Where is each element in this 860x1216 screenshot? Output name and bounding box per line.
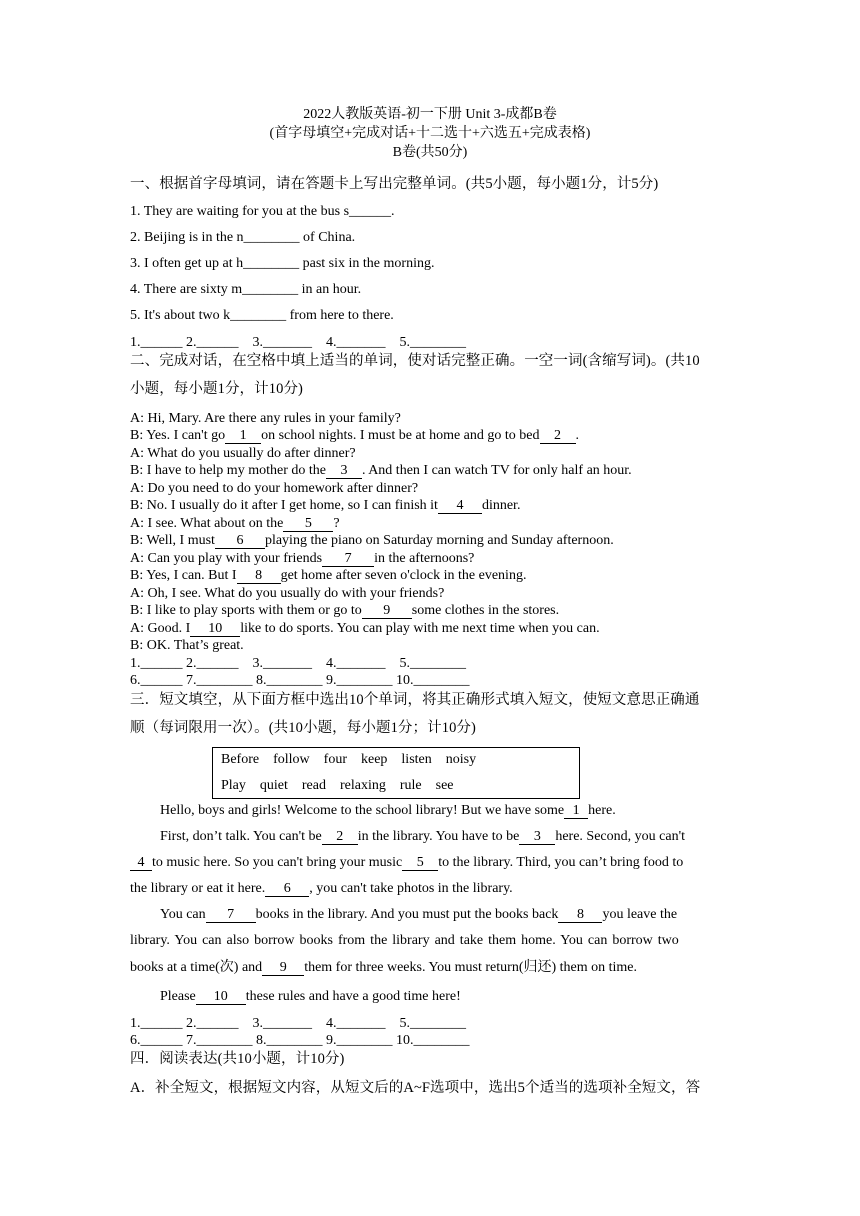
dialogue-text: . xyxy=(575,428,580,443)
passage-text: here. Second, you can't xyxy=(555,829,685,844)
passage-line xyxy=(160,906,677,924)
s3-answer-line-2: 6.______ 7.________ 8.________ 9.________ 10.________ xyxy=(130,1033,470,1048)
s1-item-5: 5. It's about two k________ from here to there. xyxy=(130,308,394,323)
s1-item-2: 2. Beijing is in the n________ of China. xyxy=(130,230,356,245)
s1-answer-line: 1.______ 2.______ 3._______ 4._______ 5.________ xyxy=(130,335,466,350)
blank: 1 xyxy=(225,428,261,444)
dialogue-line xyxy=(130,602,559,620)
section1-heading: 一、根据首字母填词，请在答题卡上写出完整单词。(共5小题，每小题1分，计5分) xyxy=(130,176,659,192)
s1-item-4: 4. There are sixty m________ in an hour. xyxy=(130,282,362,297)
dialogue-line xyxy=(130,620,600,638)
word-option: see xyxy=(435,778,454,793)
passage-line xyxy=(130,959,637,977)
passage-line xyxy=(130,880,513,898)
dialogue-text: . And then I can watch TV for only half an hour. xyxy=(361,463,632,478)
dialogue-text: A: Do you need to do your homework after dinner? xyxy=(130,481,419,496)
section2-heading-line1: 二、完成对话，在空格中填上适当的单词，使对话完整正确。一空一词(含缩写词)。(共10 xyxy=(130,353,700,369)
passage-text: in the library. You have to be xyxy=(357,829,520,844)
passage-text: Please xyxy=(160,989,196,1004)
dialogue-line xyxy=(130,567,526,585)
passage-text: here. xyxy=(588,803,616,818)
blank: 2 xyxy=(540,428,576,444)
blank: 3 xyxy=(519,829,555,845)
dialogue-line xyxy=(130,480,418,498)
passage-line xyxy=(130,854,683,872)
dialogue-line xyxy=(130,532,614,550)
word-option: noisy xyxy=(445,752,477,767)
s2-answer-line-2: 6.______ 7.________ 8.________ 9.________ 10.________ xyxy=(130,673,470,688)
word-box xyxy=(212,747,580,799)
word-option: read xyxy=(301,778,326,793)
dialogue-text: B: OK. That’s great. xyxy=(130,638,244,653)
blank: 6 xyxy=(265,881,309,897)
passage-text: First, don’t talk. You can't be xyxy=(160,829,322,844)
dialogue-text: A: Oh, I see. What do you usually do with your friends? xyxy=(130,586,445,601)
word-box-row-2 xyxy=(221,777,468,795)
s1-item-3: 3. I often get up at h________ past six in the morning. xyxy=(130,256,435,271)
dialogue-text: on school nights. I must be at home and go to bed xyxy=(261,428,540,443)
dialogue-line xyxy=(130,427,579,445)
word-option: rule xyxy=(399,778,422,793)
blank: 5 xyxy=(402,855,438,871)
blank: 2 xyxy=(322,829,358,845)
dialogue-text: like to do sports. You can play with me next time when you can. xyxy=(240,621,600,636)
dialogue-text: A: Can you play with your friends xyxy=(130,551,323,566)
passage-text: books in the library. And you must put the books back xyxy=(255,907,559,922)
dialogue-line xyxy=(130,585,444,603)
dialogue-text: A: I see. What about on the xyxy=(130,516,284,531)
dialogue-text: dinner. xyxy=(481,498,521,513)
blank: 8 xyxy=(558,907,602,923)
blank: 10 xyxy=(196,989,246,1005)
dialogue-line xyxy=(130,515,340,533)
dialogue-line xyxy=(130,637,244,655)
passage-text: You can xyxy=(160,907,206,922)
s1-item-1: 1. They are waiting for you at the bus s______. xyxy=(130,204,395,219)
blank: 6 xyxy=(215,533,265,549)
dialogue-text: B: Yes, I can. But I xyxy=(130,568,237,583)
passage-text: you leave the xyxy=(602,907,678,922)
dialogue-text: in the afternoons? xyxy=(374,551,475,566)
exam-volume: B卷(共50分) xyxy=(392,145,468,160)
dialogue-text: get home after seven o'clock in the evening. xyxy=(280,568,527,583)
s3-answer-line-1: 1.______ 2.______ 3._______ 4._______ 5.________ xyxy=(130,1016,466,1031)
dialogue-text: B: No. I usually do it after I get home, so I can finish it xyxy=(130,498,438,513)
dialogue-line xyxy=(130,410,401,428)
word-option: follow xyxy=(273,752,310,767)
blank: 7 xyxy=(206,907,256,923)
passage-line xyxy=(160,828,685,846)
word-option: Play xyxy=(221,778,246,793)
dialogue-line xyxy=(130,497,520,515)
blank: 5 xyxy=(283,516,333,532)
passage-line: library. You can also borrow books from the library and take them home. You can borrow two xyxy=(130,933,679,948)
exam-title: 2022人教版英语-初一下册 Unit 3-成都B卷 xyxy=(303,107,557,122)
blank: 8 xyxy=(237,568,281,584)
dialogue-line xyxy=(130,462,632,480)
word-option: keep xyxy=(360,752,388,767)
passage-text: to the library. Third, you can’t bring food to xyxy=(438,855,684,870)
passage-line xyxy=(160,988,461,1006)
section2-heading-line2: 小题，每小题1分，计10分) xyxy=(130,381,303,397)
word-option: Before xyxy=(221,752,260,767)
blank: 9 xyxy=(362,603,412,619)
word-option: relaxing xyxy=(339,778,386,793)
word-option: four xyxy=(323,752,347,767)
dialogue-text: playing the piano on Saturday morning and Sunday afternoon. xyxy=(264,533,614,548)
section3-heading-line1: 三．短文填空，从下面方框中选出10个单词，将其正确形式填入短文，使短文意思正确通 xyxy=(130,692,700,708)
word-option: listen xyxy=(401,752,432,767)
dialogue-line xyxy=(130,550,474,568)
dialogue-text: ? xyxy=(333,516,340,531)
section4-heading: 四．阅读表达(共10小题，计10分) xyxy=(130,1051,345,1067)
passage-text: books at a time(次) and xyxy=(130,960,263,975)
passage-line xyxy=(160,802,616,820)
passage-text: these rules and have a good time here! xyxy=(245,989,461,1004)
dialogue-text: B: Well, I must xyxy=(130,533,215,548)
dialogue-text: A: Hi, Mary. Are there any rules in your family? xyxy=(130,411,401,426)
passage-text: the library or eat it here. xyxy=(130,881,266,896)
s2-answer-line-1: 1.______ 2.______ 3._______ 4._______ 5.________ xyxy=(130,656,466,671)
dialogue-text: A: Good. I xyxy=(130,621,191,636)
passage-text: , you can't take photos in the library. xyxy=(309,881,513,896)
section3-heading-line2: 顺（每词限用一次）。(共10小题，每小题1分；计10分) xyxy=(130,720,476,736)
blank: 4 xyxy=(438,498,482,514)
passage-text: Hello, boys and girls! Welcome to the school library! But we have some xyxy=(160,803,565,818)
dialogue-text: A: What do you usually do after dinner? xyxy=(130,446,356,461)
blank: 7 xyxy=(322,551,374,567)
word-box-row-1 xyxy=(221,751,490,769)
blank: 10 xyxy=(190,621,240,637)
passage-text: them for three weeks. You must return(归还) them on time. xyxy=(304,960,638,975)
dialogue-text: some clothes in the stores. xyxy=(411,603,560,618)
dialogue-line xyxy=(130,445,356,463)
blank: 4 xyxy=(130,855,152,871)
word-option: quiet xyxy=(259,778,288,793)
section4-sub-a: A．补全短文，根据短文内容，从短文后的A~F选项中，选出5个适当的选项补全短文，答 xyxy=(130,1080,701,1096)
blank: 3 xyxy=(326,463,362,479)
exam-subtitle: (首字母填空+完成对话+十二选十+六选五+完成表格) xyxy=(269,126,591,141)
dialogue-text: B: Yes. I can't go xyxy=(130,428,226,443)
dialogue-text: B: I like to play sports with them or go to xyxy=(130,603,362,618)
dialogue-text: B: I have to help my mother do the xyxy=(130,463,326,478)
blank: 1 xyxy=(564,803,588,819)
passage-text: to music here. So you can't bring your music xyxy=(152,855,403,870)
blank: 9 xyxy=(262,960,304,976)
